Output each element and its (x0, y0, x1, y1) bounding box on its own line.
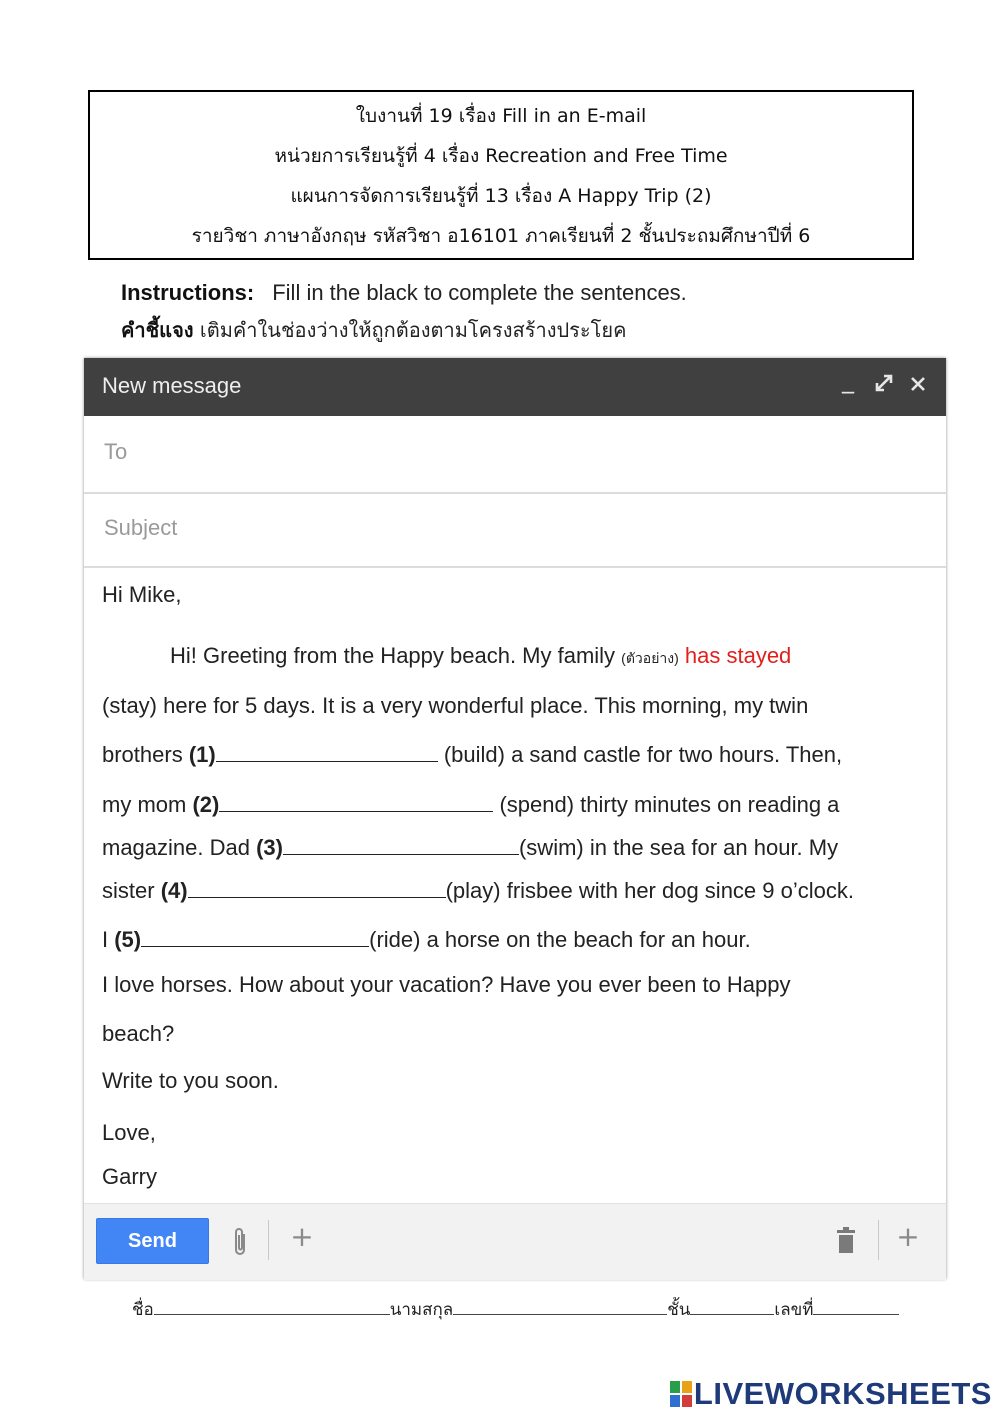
answer-blank-4[interactable] (188, 877, 446, 898)
body-text: Hi! Greeting from the Happy beach. My family (170, 643, 622, 668)
footer-divider-right (878, 1220, 879, 1260)
q1-number: (1) (188, 742, 216, 767)
instructions-label: Instructions: (121, 280, 255, 305)
close-icon[interactable] (904, 372, 932, 400)
q5-prefix: I (102, 927, 115, 952)
body-line-8: I love horses. How about your vacation? Have you ever been to Happy (102, 972, 791, 997)
greeting-line: Hi Mike, (102, 582, 182, 607)
compose-titlebar (84, 358, 946, 416)
name-label: ชื่อ (132, 1300, 154, 1320)
q3-suffix: (swim) in the sea for an hour. My (518, 835, 839, 860)
student-info (132, 1296, 899, 1323)
q2-number: (2) (192, 792, 220, 817)
q2-suffix: (spend) thirty minutes on reading a (493, 792, 840, 817)
example-answer: has stayed (684, 643, 792, 668)
number-label: เลขที่ (774, 1300, 814, 1320)
to-input[interactable] (102, 434, 906, 470)
question-5-line (102, 926, 751, 953)
send-button[interactable]: Send (96, 1218, 209, 1264)
paperclip-icon-svg (230, 1226, 250, 1258)
header-line-4: รายวิชา ภาษาอังกฤษ รหัสวิชา อ16101 ภาคเรียนที่ 2 ชั้นประถมศึกษาปีที่ 6 (191, 225, 811, 247)
answer-blank-1[interactable] (216, 741, 438, 762)
liveworksheets-logo (670, 1376, 992, 1412)
trash-icon[interactable] (830, 1226, 862, 1261)
logo-mark-icon (670, 1381, 692, 1407)
question-1-line (102, 741, 842, 768)
trash-icon-svg (835, 1226, 857, 1254)
example-tag: (ตัวอย่าง) (621, 650, 679, 666)
window-title: New message (102, 373, 242, 398)
surname-label: นามสกุล (389, 1300, 454, 1320)
q1-suffix: (build) a sand castle for two hours. Then, (437, 742, 843, 767)
answer-blank-2[interactable] (219, 791, 493, 812)
class-label: ชั้น (667, 1300, 691, 1320)
header-line-2: หน่วยการเรียนรู้ที่ 4 เรื่อง Recreation and Free Time (274, 145, 728, 167)
body-line-9: beach? (102, 1021, 175, 1046)
instructions-text: Fill in the black to complete the sentences. (272, 280, 687, 305)
question-4-line (102, 877, 854, 904)
plus-icon[interactable]: + (290, 1220, 314, 1253)
question-3-line (102, 834, 838, 861)
question-2-line (102, 791, 839, 818)
compose-footer (84, 1203, 946, 1280)
answer-blank-5[interactable] (141, 926, 369, 947)
header-line-3: แผนการจัดการเรียนรู้ที่ 13 เรื่อง A Happy Trip (2) (290, 185, 712, 207)
name-blank[interactable] (154, 1296, 390, 1315)
number-blank[interactable] (813, 1296, 899, 1315)
signature-line: Garry (102, 1164, 157, 1189)
q3-number: (3) (256, 835, 283, 860)
subject-input[interactable] (102, 510, 906, 546)
paperclip-icon[interactable] (224, 1226, 256, 1265)
class-blank[interactable] (690, 1296, 774, 1315)
q5-number: (5) (114, 927, 142, 952)
q3-prefix: magazine. Dad (102, 835, 257, 860)
to-field (84, 416, 946, 494)
expand-icon[interactable] (870, 372, 898, 400)
q4-suffix: (play) frisbee with her dog since 9 o’clock. (445, 878, 854, 903)
surname-blank[interactable] (453, 1296, 667, 1315)
more-options-plus-icon[interactable]: + (896, 1220, 920, 1253)
answer-blank-3[interactable] (283, 834, 519, 855)
q5-suffix: (ride) a horse on the beach for an hour. (369, 927, 751, 952)
close-icon-svg (908, 374, 928, 394)
footer-divider (268, 1220, 269, 1260)
subject-field (84, 494, 946, 568)
body-line-1 (170, 643, 791, 670)
signoff-line: Love, (102, 1120, 156, 1145)
body-line-2: (stay) here for 5 days. It is a very wonderful place. This morning, my twin (102, 693, 809, 718)
email-compose-window (84, 358, 946, 1279)
header-line-1: ใบงานที่ 19 เรื่อง Fill in an E-mail (355, 105, 647, 127)
closing-line: Write to you soon. (102, 1068, 279, 1093)
expand-icon-svg (873, 372, 895, 394)
instructions-th (121, 314, 626, 346)
worksheet-header (88, 90, 914, 260)
minimize-icon[interactable]: _ (842, 366, 854, 394)
q1-prefix: brothers (102, 742, 189, 767)
instructions-th-label: คำชี้แจง (121, 318, 194, 342)
q4-prefix: sister (102, 878, 161, 903)
logo-text: LIVEWORKSHEETS (693, 1376, 992, 1411)
instructions-en (121, 280, 687, 306)
q2-prefix: my mom (102, 792, 193, 817)
instructions-th-text: เติมคำในช่องว่างให้ถูกต้องตามโครงสร้างประโยค (199, 318, 627, 342)
q4-number: (4) (160, 878, 188, 903)
